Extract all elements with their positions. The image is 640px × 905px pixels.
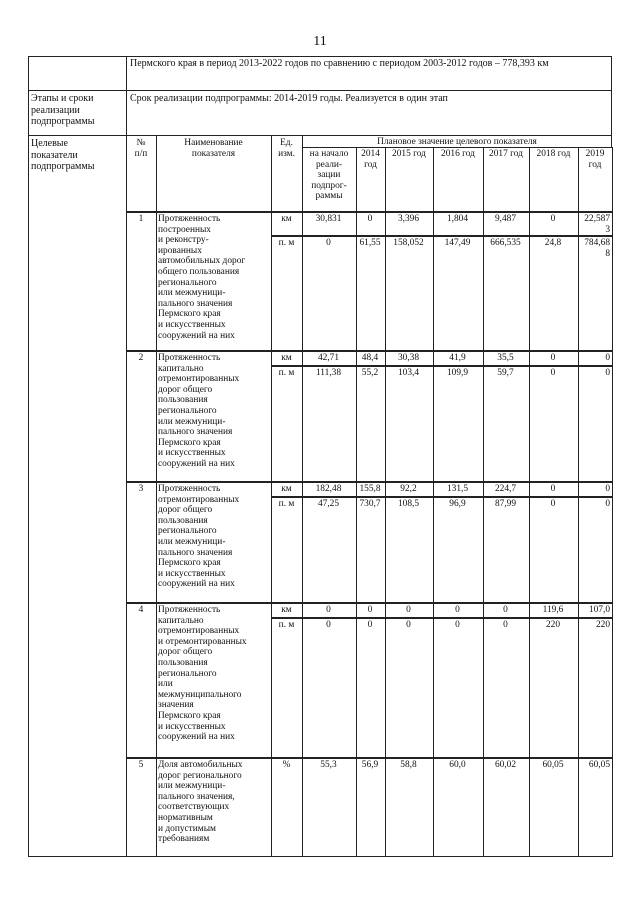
row-num-cell [126, 482, 157, 603]
row-unit-cell [271, 758, 303, 857]
header-col-2: 2015 год [392, 149, 426, 159]
value: 42,71 [317, 353, 340, 363]
header-col-4: 2017 год [489, 149, 523, 159]
header-unit: Ед. изм. [278, 138, 295, 159]
header-name: Наименование показателя [184, 138, 243, 159]
value: 147,49 [444, 238, 471, 248]
value: 59,7 [497, 368, 514, 378]
top-text: Пермского края в период 2013-2022 годов по сравнению с периодом 2003-2012 годов – 778,393 км [130, 58, 549, 69]
value: 155,8 [359, 484, 381, 494]
value: 0 [406, 620, 411, 630]
header-col-1: 2014 год [361, 149, 380, 170]
value: 61,55 [359, 238, 381, 248]
value: 131,5 [446, 484, 469, 494]
value: 0 [455, 605, 460, 615]
row-name: Доля автомобильных дорог регионального или межмуници- пального значения, соответствующих нормативным и допустимым требованиям [158, 760, 243, 845]
row-unit-cell [271, 618, 303, 758]
value: 0 [367, 214, 373, 224]
value: 0 [455, 620, 460, 630]
value: 119,6 [542, 605, 564, 615]
value: 0 [605, 499, 610, 509]
value: 58,8 [400, 760, 417, 770]
value: 220 [545, 620, 561, 630]
row-num: 5 [138, 760, 144, 770]
value: 108,5 [397, 499, 420, 509]
value: 92,2 [400, 484, 417, 494]
value: 35,5 [497, 353, 514, 363]
row-unit: % [282, 760, 291, 770]
value: 60,05 [588, 760, 610, 770]
row-unit: п. м [278, 368, 295, 378]
row-unit: п. м [278, 238, 295, 248]
value: 224,7 [494, 484, 517, 494]
row-unit-cell [271, 497, 303, 603]
targets-label: Целевые показатели подпрограммы [31, 138, 95, 172]
row-num-cell [126, 603, 157, 758]
value: 109,9 [446, 368, 469, 378]
row-unit: км [281, 214, 292, 224]
value: 730,7 [359, 499, 381, 509]
value: 60,0 [449, 760, 466, 770]
header-col-6: 2019 год [585, 149, 605, 170]
row-unit-cell [271, 236, 303, 351]
value: 3,396 [397, 214, 420, 224]
header-num: № п/п [134, 138, 148, 159]
row-name: Протяженность отремонтированных дорог общего пользования регионального или межмуници- пального значения Пермского края и искусственных сооружений на них [158, 484, 240, 590]
value: 0 [326, 238, 331, 248]
value: 9,487 [494, 214, 517, 224]
value: 48,4 [361, 353, 379, 363]
row-unit-cell [271, 366, 303, 482]
row-unit: км [281, 605, 292, 615]
targets-label-cell [28, 135, 127, 857]
value: 111,38 [315, 368, 342, 378]
value: 784,68 8 [584, 238, 610, 259]
page-number: 11 [313, 34, 327, 49]
row-unit: п. м [278, 499, 295, 509]
row-num: 1 [138, 214, 144, 224]
row-name: Протяженность построенных и реконстру- ированных автомобильных дорог общего пользования регионального или межмуници- пального значения Пермского края и искусственных сооружений на них [158, 214, 246, 341]
stages-text: Срок реализации подпрограммы: 2014-2019 годы. Реализуется в один этап [130, 93, 448, 104]
row-unit: км [281, 484, 292, 494]
row-name: Протяженность капитально отремонтированных дорог общего пользования регионального или межмуници- пального значения Пермского края и искусственных сооружений на них [158, 353, 240, 469]
value: 24,8 [544, 238, 562, 248]
value: 182,48 [315, 484, 342, 494]
value: 0 [550, 484, 556, 494]
header-col-5: 2018 год [536, 149, 571, 159]
value: 1,804 [446, 214, 469, 224]
value: 0 [550, 353, 556, 363]
value: 0 [605, 484, 610, 494]
value: 96,9 [449, 499, 466, 509]
value: 47,25 [317, 499, 340, 509]
header-col-3: 2016 год [441, 149, 475, 159]
row-num: 3 [138, 484, 144, 494]
value: 60,02 [494, 760, 517, 770]
value: 0 [550, 368, 556, 378]
row-unit: п. м [278, 620, 295, 630]
row-num: 4 [138, 605, 144, 615]
value: 0 [367, 605, 373, 615]
value: 158,052 [393, 238, 424, 248]
header-col-0: на начало реали- зации подпрог- раммы [309, 149, 349, 202]
value: 0 [367, 620, 373, 630]
value: 30,38 [397, 353, 420, 363]
row-unit: км [281, 353, 292, 363]
value: 0 [326, 605, 331, 615]
stages-label: Этапы и сроки реализации подпрограммы [31, 93, 95, 127]
value: 0 [406, 605, 411, 615]
value: 56,9 [361, 760, 379, 770]
row-num-cell [126, 351, 157, 482]
row-num-cell [126, 758, 157, 857]
value: 0 [605, 368, 610, 378]
value: 30,831 [315, 214, 342, 224]
value: 0 [503, 620, 508, 630]
header-planned: Плановое значение целевого показателя [377, 137, 537, 147]
value: 60,05 [542, 760, 564, 770]
value: 22,587 3 [584, 214, 610, 235]
row-name: Протяженность капитально отремонтированных и отремонтированных дорог общего пользования регионального или межмуниципального значения Пермского края и искусственных сооружений на них [158, 605, 247, 743]
row-num: 2 [138, 353, 144, 363]
value: 0 [550, 214, 556, 224]
value: 0 [605, 353, 610, 363]
value: 0 [326, 620, 331, 630]
value: 55,2 [361, 368, 379, 378]
value: 107,0 [588, 605, 610, 615]
value: 103,4 [397, 368, 420, 378]
value: 666,535 [490, 238, 521, 248]
row-num-cell [126, 212, 157, 351]
value: 0 [550, 499, 556, 509]
value: 0 [503, 605, 508, 615]
value: 41,9 [449, 353, 466, 363]
top-left-cell [28, 56, 127, 91]
value: 220 [595, 620, 610, 630]
value: 87,99 [494, 499, 517, 509]
value: 55,3 [320, 760, 337, 770]
